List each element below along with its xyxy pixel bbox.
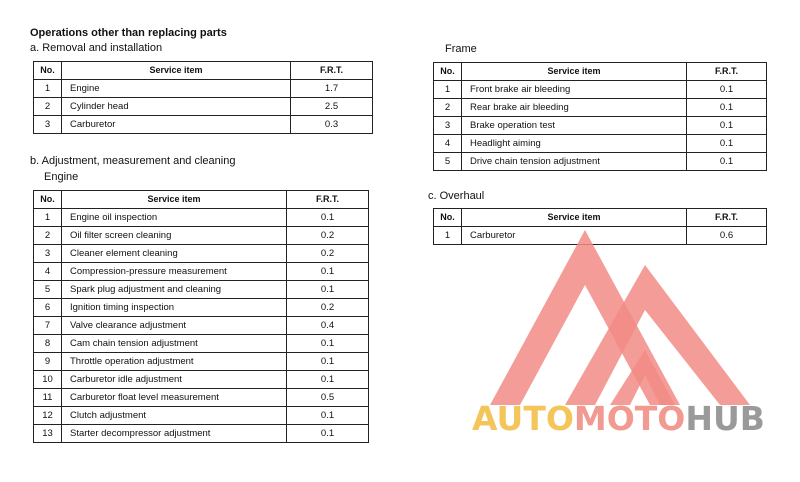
frt-value: 0.1 (287, 209, 369, 227)
row-number: 1 (34, 209, 62, 227)
row-number: 4 (434, 135, 462, 153)
frt-value: 0.1 (687, 99, 767, 117)
header-no: No. (434, 209, 462, 227)
service-item: Ignition timing inspection (62, 299, 287, 317)
table-row (34, 116, 373, 134)
frt-value: 0.3 (291, 116, 373, 134)
frt-value: 0.1 (687, 153, 767, 171)
service-item: Oil filter screen cleaning (62, 227, 287, 245)
frt-value: 0.1 (287, 263, 369, 281)
row-number: 3 (34, 116, 62, 134)
frame-subheading: Frame (445, 43, 477, 55)
service-item: Throttle operation adjustment (62, 353, 287, 371)
table-header-row (434, 63, 767, 81)
frt-value: 0.6 (687, 227, 767, 245)
table-row (34, 263, 369, 281)
frt-value: 0.1 (687, 135, 767, 153)
watermark-hub: HUB (685, 399, 765, 438)
header-frt: F.R.T. (287, 191, 369, 209)
service-item: Valve clearance adjustment (62, 317, 287, 335)
frt-value: 0.1 (287, 425, 369, 443)
table-row (434, 99, 767, 117)
engine-table (33, 190, 369, 443)
section-c-heading: c. Overhaul (428, 190, 485, 202)
table-row (34, 389, 369, 407)
table-row (34, 98, 373, 116)
frt-value: 0.1 (287, 353, 369, 371)
engine-subheading: Engine (44, 171, 79, 183)
frt-value: 0.1 (287, 281, 369, 299)
table-row (34, 227, 369, 245)
frt-value: 0.1 (287, 407, 369, 425)
table-row (34, 245, 369, 263)
table-row (34, 317, 369, 335)
row-number: 2 (34, 227, 62, 245)
table-row (434, 135, 767, 153)
service-item: Spark plug adjustment and cleaning (62, 281, 287, 299)
frt-value: 0.2 (287, 299, 369, 317)
frt-value: 0.2 (287, 227, 369, 245)
row-number: 8 (34, 335, 62, 353)
row-number: 5 (434, 153, 462, 171)
row-number: 2 (34, 98, 62, 116)
removal-table (33, 61, 373, 134)
row-number: 13 (34, 425, 62, 443)
frt-value: 0.2 (287, 245, 369, 263)
service-item: Carburetor float level measurement (62, 389, 287, 407)
table-row (34, 281, 369, 299)
service-item: Cylinder head (62, 98, 291, 116)
service-item: Compression-pressure measurement (62, 263, 287, 281)
row-number: 3 (34, 245, 62, 263)
watermark-auto: AUTO (472, 399, 574, 438)
row-number: 10 (34, 371, 62, 389)
table-row (34, 371, 369, 389)
service-item: Rear brake air bleeding (462, 99, 687, 117)
header-frt: F.R.T. (291, 62, 373, 80)
table-row (34, 407, 369, 425)
frt-value: 2.5 (291, 98, 373, 116)
service-item: Brake operation test (462, 117, 687, 135)
automotohub-watermark (472, 399, 765, 438)
section-b-heading: b. Adjustment, measurement and cleaning (30, 155, 236, 167)
header-service-item: Service item (62, 62, 291, 80)
frt-value: 1.7 (291, 80, 373, 98)
service-item: Headlight aiming (462, 135, 687, 153)
table-row (34, 353, 369, 371)
row-number: 5 (34, 281, 62, 299)
frt-value: 0.4 (287, 317, 369, 335)
table-row (34, 299, 369, 317)
table-row (34, 425, 369, 443)
header-frt: F.R.T. (687, 209, 767, 227)
row-number: 7 (34, 317, 62, 335)
service-item: Carburetor (62, 116, 291, 134)
service-item: Front brake air bleeding (462, 81, 687, 99)
service-item: Cleaner element cleaning (62, 245, 287, 263)
frame-table (433, 62, 767, 171)
frt-value: 0.1 (287, 371, 369, 389)
service-item: Starter decompressor adjustment (62, 425, 287, 443)
table-row (434, 117, 767, 135)
row-number: 12 (34, 407, 62, 425)
header-frt: F.R.T. (687, 63, 767, 81)
header-no: No. (34, 62, 62, 80)
service-item: Drive chain tension adjustment (462, 153, 687, 171)
service-item: Carburetor (462, 227, 687, 245)
row-number: 1 (434, 81, 462, 99)
header-service-item: Service item (462, 63, 687, 81)
header-no: No. (34, 191, 62, 209)
header-no: No. (434, 63, 462, 81)
service-item: Engine oil inspection (62, 209, 287, 227)
service-item: Clutch adjustment (62, 407, 287, 425)
frt-value: 0.1 (687, 81, 767, 99)
page-title: Operations other than replacing parts (30, 27, 227, 39)
table-row (434, 153, 767, 171)
frt-value: 0.5 (287, 389, 369, 407)
table-row (34, 80, 373, 98)
row-number: 11 (34, 389, 62, 407)
row-number: 4 (34, 263, 62, 281)
row-number: 9 (34, 353, 62, 371)
table-row (34, 209, 369, 227)
section-a-heading: a. Removal and installation (30, 42, 163, 54)
table-header-row (34, 62, 373, 80)
table-row (34, 335, 369, 353)
table-header-row (434, 209, 767, 227)
service-item: Cam chain tension adjustment (62, 335, 287, 353)
row-number: 1 (34, 80, 62, 98)
header-service-item: Service item (62, 191, 287, 209)
frt-value: 0.1 (687, 117, 767, 135)
row-number: 6 (34, 299, 62, 317)
service-item: Engine (62, 80, 291, 98)
table-row (434, 81, 767, 99)
row-number: 1 (434, 227, 462, 245)
service-item: Carburetor idle adjustment (62, 371, 287, 389)
row-number: 3 (434, 117, 462, 135)
table-header-row (34, 191, 369, 209)
frt-value: 0.1 (287, 335, 369, 353)
row-number: 2 (434, 99, 462, 117)
watermark-moto: MOTO (573, 399, 686, 438)
header-service-item: Service item (462, 209, 687, 227)
